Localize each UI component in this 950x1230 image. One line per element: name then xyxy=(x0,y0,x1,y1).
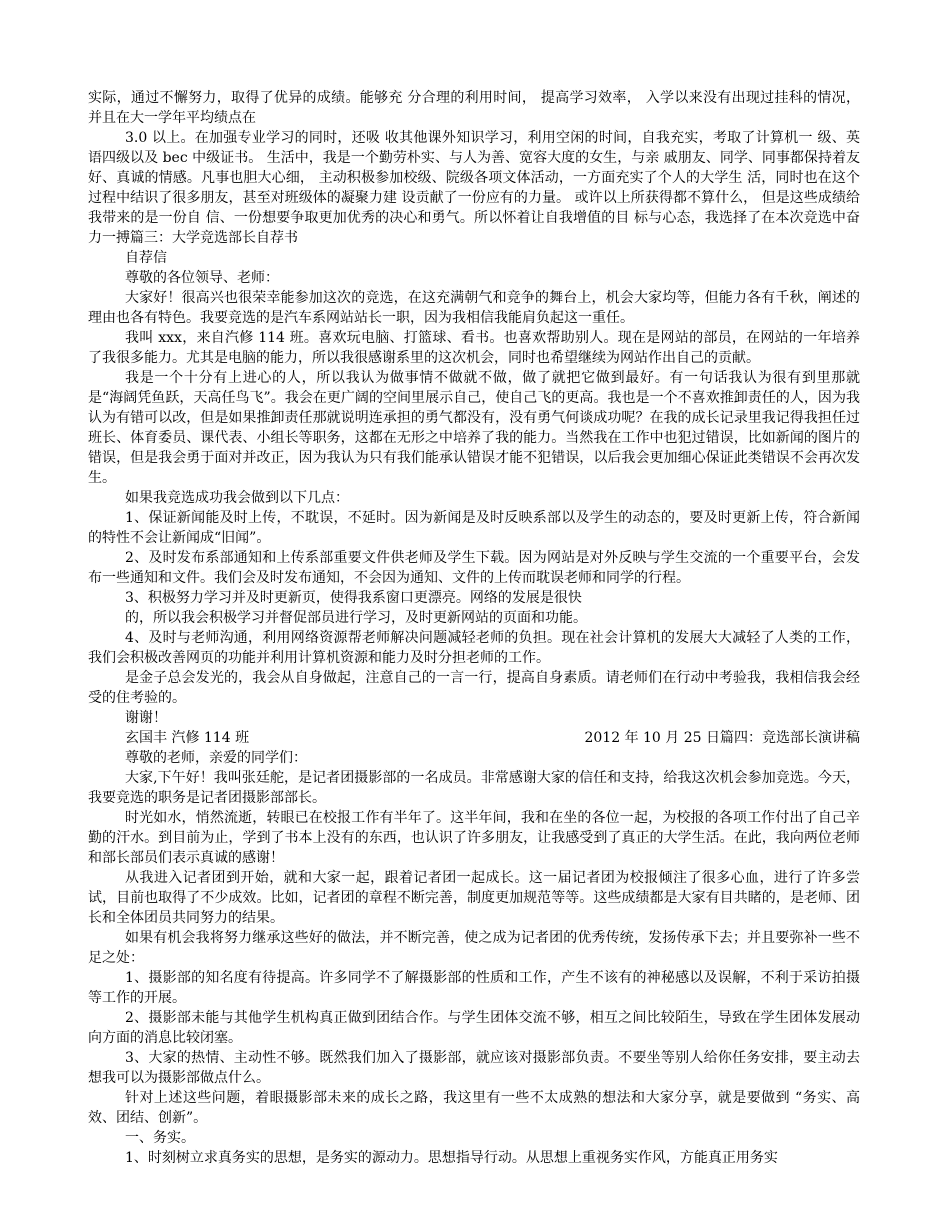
paragraph: 3.0 以上。在加强专业学习的同时，还吸 收其他课外知识学习，利用空闲的时间，自我充实，考取了计算机一 级、英语四级以及 bec 中级证书。 生活中，我是一个勤劳朴实、与人为善、宽容大度的女生，与亲 戚朋友、同学、同事都保持着友好、真诚的情感。凡事也胆大心细， 主动积极参加校级、院级各项文体活动，一方面充实了个人的大学生 活，同时也在这个过程中结识了很多朋友，甚至对班级体的凝聚力建 设贡献了一份应有的力量。 或许以上所获得都不算什么， 但是这些成绩给我带来的是一份自 信、一份想要争取更加优秀的决心和勇气。所以怀着让自我增值的目 标与心态，我选择了在本次竞选中奋力一搏篇三：大学竞选部长自荐书 xyxy=(88,130,860,246)
signature-line xyxy=(88,728,860,748)
document-page xyxy=(88,88,860,1168)
paragraph: 针对上述这些问题，着眼摄影部未来的成长之路，我这里有一些不太成熟的想法和大家分享，就是要做到 “务实、高效、团结、创新”。 xyxy=(88,1090,860,1126)
paragraph: 3、积极努力学习并及时更新页，使得我系窗口更漂亮。网络的发展是很快 xyxy=(125,590,582,606)
paragraph: 时光如水，悄然流逝，转眼已在校报工作有半年了。这半年间，我和在坐的各位一起，为校报的各项工作付出了自己辛勤的汗水。到目前为止，学到了书本上没有的东西，也认识了许多朋友，让我感受到了真正的大学生活。在此，我向两位老师和部长部员们表示真诚的感谢！ xyxy=(88,810,860,866)
paragraph: 2、摄影部未能与其他学生机构真正做到团结合作。与学生团体交流不够，相互之间比较陌生，导致在学生团体发展动向方面的消息比较闭塞。 xyxy=(88,1010,860,1046)
paragraph: 我是一个十分有上进心的人，所以我认为做事情不做就不做，做了就把它做到最好。有一句话我认为很有到里那就是“海阔凭鱼跃，天高任鸟飞”。我会在更广阔的空间里展示自己，使自己飞的更高。我也是一个不喜欢推卸责任的人，因为我认为有错可以改，但是如果推卸责任那就说明连承担的勇气都没有，没有勇气何谈成功呢？在我的成长记录里我记得我担任过班长、体育委员、课代表、小组长等职务，这都在无形之中培养了我的能力。当然我在工作中也犯过错误，比如新闻的图片的错误，但是我会勇于面对并改正，因为我认为只有我们能承认错误才能不犯错误，以后我会更加细心保证此类错误不会再次发生。 xyxy=(88,370,860,486)
paragraph: 谢谢！ xyxy=(125,710,167,726)
paragraph: 是金子总会发光的，我会从自身做起，注意自己的一言一行，提高自身素质。请老师们在行动中考验我，我相信我会经受的住考验的。 xyxy=(88,670,860,706)
signature-name: 玄国丰 汽修 114 班 xyxy=(125,730,250,746)
paragraph: 2、及时发布系部通知和上传系部重要文件供老师及学生下载。因为网站是对外反映与学生交流的一个重要平台，会发布一些通知和文件。我们会及时发布通知，不会因为通知、文件的上传而耽误老师和同学的行程。 xyxy=(88,550,860,586)
paragraph: 我叫 xxx，来自汽修 114 班。喜欢玩电脑、打篮球、看书。也喜欢帮助别人。现在是网站的部员，在网站的一年培养了我很多能力。尤其是电脑的能力，所以我很感谢系里的这次机会，同时也希望继续为网站作出自己的贡献。 xyxy=(88,330,860,366)
paragraph: 尊敬的各位领导、老师： xyxy=(125,270,279,286)
paragraph: 如果有机会我将努力继承这些好的做法，并不断完善，使之成为记者团的优秀传统，发扬传承下去；并且要弥补一些不足之处： xyxy=(88,930,860,966)
signature-date: 2012 年 10 月 25 日篇四：竞选部长演讲稿 xyxy=(584,730,860,746)
paragraph: 大家,下午好！我叫张廷舵，是记者团摄影部的一名成员。非常感谢大家的信任和支持，给我这次机会参加竞选。今天，我要竞选的职务是记者团摄影部部长。 xyxy=(88,770,860,806)
paragraph: 自荐信 xyxy=(125,250,167,266)
paragraph: 一、务实。 xyxy=(125,1130,195,1146)
paragraph: 1、时刻树立求真务实的思想，是务实的源动力。思想指导行动。从思想上重视务实作风，方能真正用务实 xyxy=(125,1150,778,1166)
paragraph: 如果我竞选成功我会做到以下几点： xyxy=(125,490,349,506)
paragraph: 1、摄影部的知名度有待提高。许多同学不了解摄影部的性质和工作，产生不该有的神秘感以及误解，不利于采访拍摄等工作的开展。 xyxy=(88,970,860,1006)
paragraph: 的，所以我会积极学习并督促部员进行学习，及时更新网站的页面和功能。 xyxy=(125,610,587,626)
paragraph: 1、保证新闻能及时上传，不耽误，不延时。因为新闻是及时反映系部以及学生的动态的，要及时更新上传，符合新闻的特性不会让新闻成“旧闻”。 xyxy=(88,510,860,546)
document-body-part-1 xyxy=(88,88,860,728)
paragraph: 从我进入记者团到开始，就和大家一起，跟着记者团一起成长。这一届记者团为校报倾注了很多心血，进行了许多尝试，目前也取得了不少成效。比如，记者团的章程不断完善，制度更加规范等等。这些成绩都是大家有目共睹的，是老师、团长和全体团员共同努力的结果。 xyxy=(88,870,860,926)
paragraph: 实际，通过不懈努力，取得了优异的成绩。能够充 分合理的利用时间， 提高学习效率， 入学以来没有出现过挂科的情况， 并且在大一学年平均绩点在 xyxy=(88,90,860,126)
paragraph: 尊敬的老师，亲爱的同学们： xyxy=(125,750,307,766)
document-body-part-2 xyxy=(88,748,860,1168)
paragraph: 大家好！很高兴也很荣幸能参加这次的竞选，在这充满朝气和竞争的舞台上，机会大家均等，但能力各有千秋，阐述的理由也各有特色。我要竞选的是汽车系网站站长一职，因为我相信我能肩负起这一重任。 xyxy=(88,290,860,326)
paragraph: 3、大家的热情、主动性不够。既然我们加入了摄影部，就应该对摄影部负责。不要坐等别人给你任务安排，要主动去想我可以为摄影部做点什么。 xyxy=(88,1050,860,1086)
paragraph: 4、及时与老师沟通，利用网络资源帮老师解决问题减轻老师的负担。现在社会计算机的发展大大减轻了人类的工作，我们会积极改善网页的功能并利用计算机资源和能力及时分担老师的工作。 xyxy=(88,630,860,666)
